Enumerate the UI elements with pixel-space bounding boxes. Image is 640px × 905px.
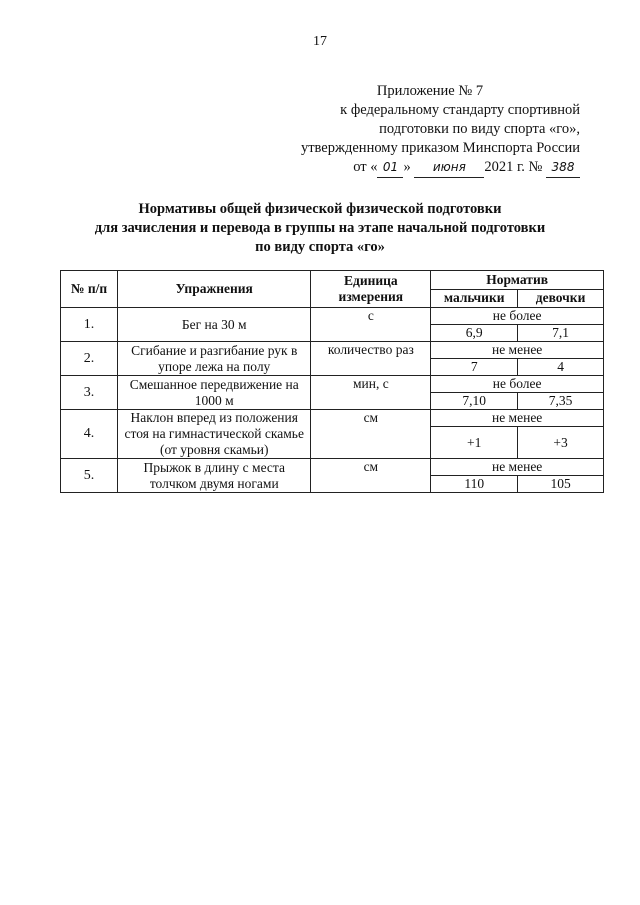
row-boys-value: 7 [431,359,518,376]
appendix-block [280,82,580,178]
row-girls-value: 7,1 [518,325,604,342]
row-num: 4. [61,410,118,459]
row-exercise: Смешанное передвижение на 1000 м [118,376,311,410]
row-boys-value: +1 [431,427,518,459]
handwritten-day: 01 [377,158,403,178]
row-exercise: Сгибание и разгибание рук в упоре лежа на полу [118,342,311,376]
row-unit: см [311,410,431,459]
row-boys-value: 6,9 [431,325,518,342]
row-condition: не менее [431,410,604,427]
row-boys-value: 110 [431,476,518,493]
date-prefix: от « [353,159,378,175]
title-line-2: для зачисления и перевода в группы на этапе начальной подготовки [94,220,546,236]
row-exercise: Бег на 30 м [118,308,311,342]
handwritten-order-number: 388 [546,158,580,178]
norms-table [60,270,604,493]
row-girls-value: 105 [518,476,604,493]
row-girls-value: 4 [518,359,604,376]
appendix-line-1: Приложение № 7 [376,83,484,99]
row-num: 5. [61,459,118,493]
appendix-date-line [280,158,580,178]
row-boys-value: 7,10 [431,393,518,410]
row-num: 3. [61,376,118,410]
header-num: № п/п [61,271,118,308]
title-line-3: по виду спорта «го» [255,239,385,255]
row-girls-value: 7,35 [518,393,604,410]
row-condition: не менее [431,459,604,476]
header-boys: мальчики [431,289,518,308]
table-row [61,376,604,393]
title-line-1: Нормативы общей физической физической подготовки [138,201,502,217]
row-unit: с [311,308,431,342]
handwritten-month: июня [414,158,484,178]
header-row [61,271,604,290]
row-unit: количество раз [311,342,431,376]
date-mid: » [403,159,411,175]
row-exercise: Прыжок в длину с места толчком двумя ногами [118,459,311,493]
row-condition: не менее [431,342,604,359]
page-number: 17 [313,34,327,49]
year-text: 2021 г. № [484,159,543,175]
row-unit: см [311,459,431,493]
appendix-line-3: подготовки по виду спорта «го», [379,121,580,137]
table-row [61,410,604,427]
appendix-line-2: к федеральному стандарту спортивной [340,102,580,118]
table-row [61,342,604,359]
row-num: 2. [61,342,118,376]
row-condition: не более [431,376,604,393]
row-condition: не более [431,308,604,325]
appendix-line-4: утвержденному приказом Минспорта России [300,140,580,156]
table-row [61,308,604,325]
header-unit: Единица измерения [311,271,431,308]
row-unit: мин, с [311,376,431,410]
table-row [61,459,604,476]
header-exercise: Упражнения [118,271,311,308]
header-girls: девочки [518,289,604,308]
document-title [60,200,580,257]
row-num: 1. [61,308,118,342]
header-norm: Норматив [431,271,604,290]
row-exercise: Наклон вперед из положения стоя на гимнастической скамье (от уровня скамьи) [118,410,311,459]
row-girls-value: +3 [518,427,604,459]
